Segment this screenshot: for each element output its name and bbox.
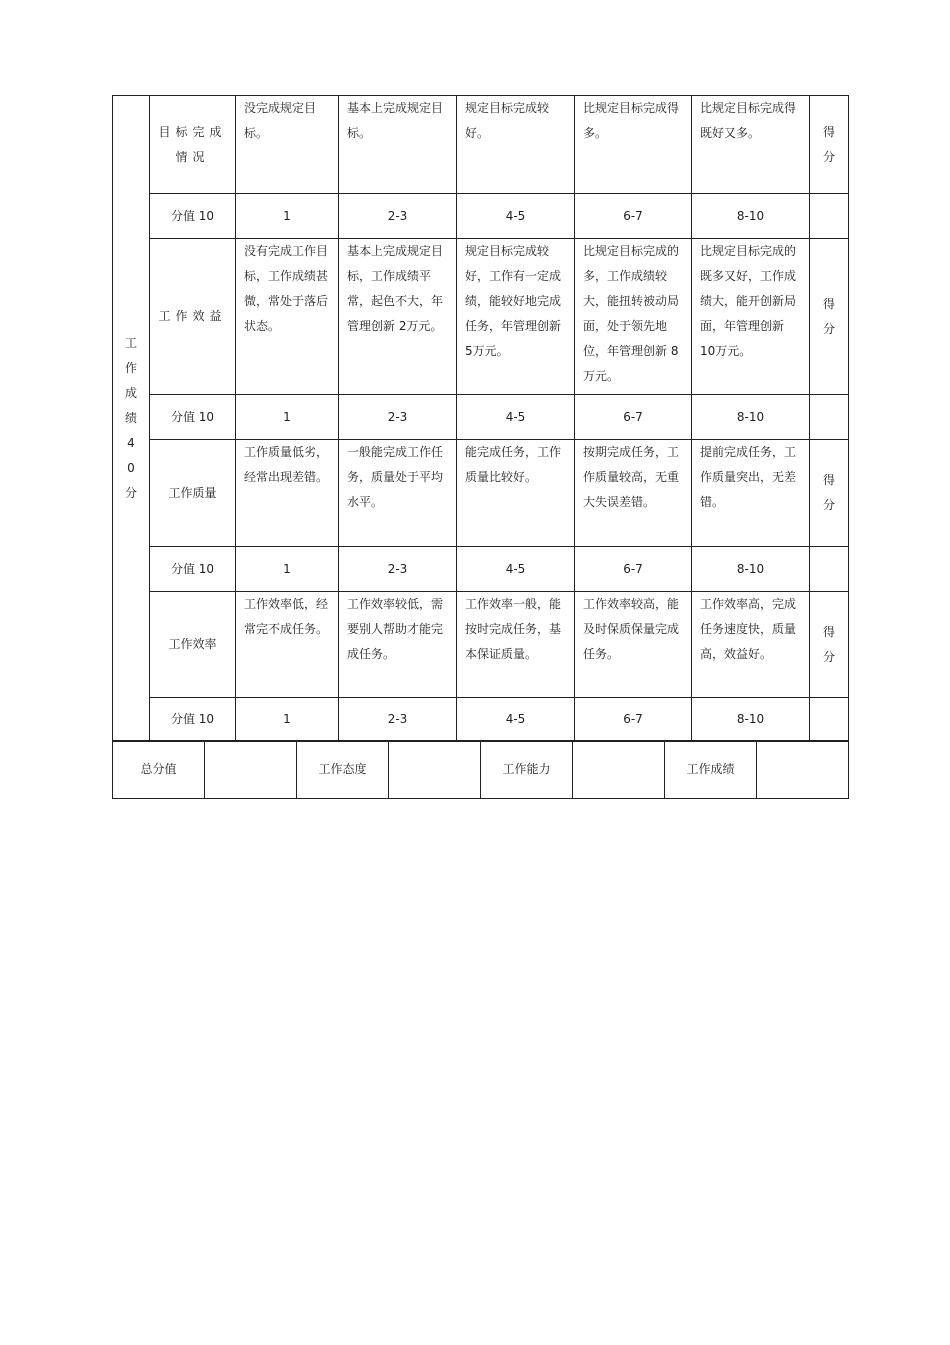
total-score-value[interactable] — [205, 741, 297, 799]
get-score-target: 得分 — [810, 96, 849, 194]
desc-efficiency-2: 工作效率较低，需要别人帮助才能完成任务。 — [339, 592, 457, 698]
criteria-row-efficiency — [113, 592, 849, 698]
desc-target-4: 比规定目标完成得多。 — [575, 96, 692, 194]
section-label-cell — [113, 96, 150, 742]
score-target-2: 2-3 — [339, 194, 457, 239]
desc-quality-3: 能完成任务，工作质量比较好。 — [457, 440, 575, 547]
desc-efficiency-3: 工作效率一般，能按时完成任务，基本保证质量。 — [457, 592, 575, 698]
score-label-quality: 分值 10 — [150, 547, 236, 592]
desc-target-5: 比规定目标完成得既好又多。 — [692, 96, 810, 194]
desc-benefit-1: 没有完成工作目标，工作成绩甚微，常处于落后状态。 — [236, 239, 339, 395]
score-target-3: 4-5 — [457, 194, 575, 239]
category-target: 目标完成情况 — [150, 96, 236, 194]
desc-target-1: 没完成规定目标。 — [236, 96, 339, 194]
desc-benefit-5: 比规定目标完成的既多又好，工作成绩大，能开创新局面，年管理创新 10万元。 — [692, 239, 810, 395]
score-quality-5: 8-10 — [692, 547, 810, 592]
score-target-5: 8-10 — [692, 194, 810, 239]
category-benefit: 工作效益 — [150, 239, 236, 395]
score-target-1: 1 — [236, 194, 339, 239]
desc-efficiency-5: 工作效率高，完成任务速度快，质量高，效益好。 — [692, 592, 810, 698]
get-score-quality: 得分 — [810, 440, 849, 547]
score-row-benefit — [113, 395, 849, 440]
get-score-efficiency: 得分 — [810, 592, 849, 698]
get-score-benefit: 得分 — [810, 239, 849, 395]
score-input-quality[interactable] — [810, 547, 849, 592]
desc-benefit-4: 比规定目标完成的多，工作成绩较大，能扭转被动局面，处于领先地位，年管理创新 8万元。 — [575, 239, 692, 395]
desc-benefit-2: 基本上完成规定目标，工作成绩平常，起色不大，年管理创新 2万元。 — [339, 239, 457, 395]
score-label-benefit: 分值 10 — [150, 395, 236, 440]
evaluation-table — [112, 95, 849, 742]
score-benefit-3: 4-5 — [457, 395, 575, 440]
score-quality-3: 4-5 — [457, 547, 575, 592]
summary-row — [113, 741, 849, 799]
score-label-efficiency: 分值 10 — [150, 698, 236, 742]
score-benefit-2: 2-3 — [339, 395, 457, 440]
score-efficiency-3: 4-5 — [457, 698, 575, 742]
score-row-efficiency — [113, 698, 849, 742]
score-label-target: 分值 10 — [150, 194, 236, 239]
score-input-target[interactable] — [810, 194, 849, 239]
score-benefit-1: 1 — [236, 395, 339, 440]
desc-benefit-3: 规定目标完成较好，工作有一定成绩，能较好地完成任务，年管理创新 5万元。 — [457, 239, 575, 395]
score-row-quality — [113, 547, 849, 592]
section-label: 工作成绩40分 — [124, 336, 137, 500]
score-target-4: 6-7 — [575, 194, 692, 239]
score-quality-1: 1 — [236, 547, 339, 592]
score-quality-4: 6-7 — [575, 547, 692, 592]
desc-efficiency-4: 工作效率较高，能及时保质保量完成任务。 — [575, 592, 692, 698]
ability-value[interactable] — [573, 741, 665, 799]
score-row-target — [113, 194, 849, 239]
desc-quality-5: 提前完成任务，工作质量突出，无差错。 — [692, 440, 810, 547]
criteria-row-quality — [113, 440, 849, 547]
attitude-label: 工作态度 — [297, 741, 389, 799]
desc-quality-4: 按期完成任务，工作质量较高，无重大失误差错。 — [575, 440, 692, 547]
ability-label: 工作能力 — [481, 741, 573, 799]
criteria-row-target — [113, 96, 849, 194]
attitude-value[interactable] — [389, 741, 481, 799]
score-benefit-4: 6-7 — [575, 395, 692, 440]
score-input-efficiency[interactable] — [810, 698, 849, 742]
summary-table — [112, 740, 849, 799]
category-quality: 工作质量 — [150, 440, 236, 547]
desc-quality-1: 工作质量低劣，经常出现差错。 — [236, 440, 339, 547]
score-efficiency-4: 6-7 — [575, 698, 692, 742]
desc-efficiency-1: 工作效率低，经常完不成任务。 — [236, 592, 339, 698]
score-efficiency-5: 8-10 — [692, 698, 810, 742]
desc-target-3: 规定目标完成较好。 — [457, 96, 575, 194]
score-benefit-5: 8-10 — [692, 395, 810, 440]
criteria-row-benefit — [113, 239, 849, 395]
score-efficiency-1: 1 — [236, 698, 339, 742]
performance-label: 工作成绩 — [665, 741, 757, 799]
total-score-label: 总分值 — [113, 741, 205, 799]
score-quality-2: 2-3 — [339, 547, 457, 592]
score-efficiency-2: 2-3 — [339, 698, 457, 742]
category-efficiency: 工作效率 — [150, 592, 236, 698]
performance-value[interactable] — [757, 741, 849, 799]
desc-quality-2: 一般能完成工作任务，质量处于平均水平。 — [339, 440, 457, 547]
score-input-benefit[interactable] — [810, 395, 849, 440]
desc-target-2: 基本上完成规定目标。 — [339, 96, 457, 194]
